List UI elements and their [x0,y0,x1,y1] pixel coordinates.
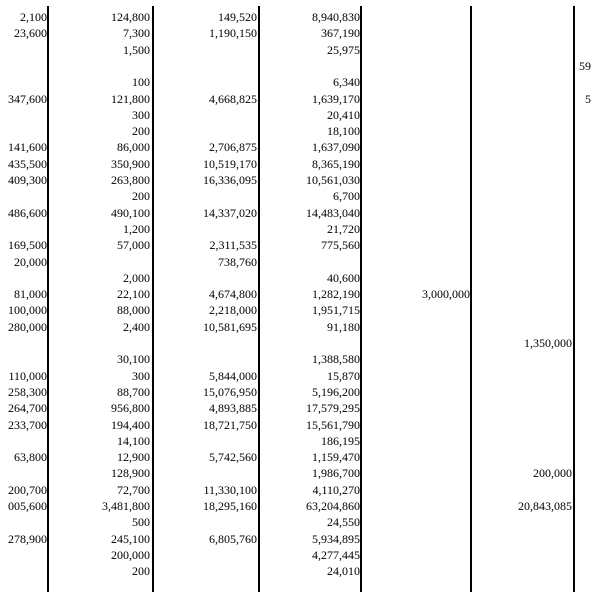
table-row [0,188,600,204]
table-cell: 18,295,160 [203,499,257,513]
table-row [0,9,600,25]
table-row [0,58,600,74]
table-row [0,498,600,514]
table-cell: 128,900 [111,466,150,481]
table-cell: 200 [132,189,150,204]
table-cell: 17,579,295 [306,401,360,416]
table-cell: 2,000 [123,270,150,285]
table-cell: 2,311,535 [209,238,257,253]
table-cell: 15,076,950 [203,384,257,399]
table-cell: 500 [132,515,150,530]
table-cell: 20,000 [14,254,47,269]
table-cell: 3,481,800 [102,499,150,513]
table-row [0,139,600,155]
table-cell: 1,190,150 [209,26,257,41]
table-cell: 24,010 [327,564,360,579]
table-row [0,563,600,579]
table-cell: 59 [579,58,591,73]
table-row [0,270,600,286]
table-row [0,449,600,465]
table-cell: 3,000,000 [422,287,470,302]
table-row [0,465,600,481]
table-cell: 264,700 [8,401,47,416]
table-cell: 4,110,270 [312,482,360,497]
table-cell: 20,410 [327,107,360,122]
table-cell: 8,365,190 [312,156,360,171]
table-cell: 350,900 [111,156,150,171]
table-cell: 775,560 [321,238,360,253]
table-cell: 2,218,000 [209,303,257,318]
table-cell: 63,800 [14,450,47,465]
table-cell: 200,000 [533,466,572,481]
table-cell: 5,934,895 [312,531,360,546]
table-cell: 347,600 [8,91,47,106]
table-cell: 1,388,580 [312,352,360,367]
table-cell: 2,400 [123,319,150,334]
table-cell: 1,986,700 [312,466,360,481]
table-cell: 72,700 [117,482,150,497]
table-cell: 956,800 [111,401,150,416]
table-cell: 194,400 [111,417,150,432]
table-cell: 81,000 [14,287,47,302]
table-row [0,335,600,351]
table-row [0,221,600,237]
table-cell: 8,940,830 [312,10,360,24]
table-cell: 22,100 [117,287,150,302]
table-cell: 258,300 [8,384,47,399]
table-cell: 1,951,715 [312,303,360,318]
table-row [0,172,600,188]
table-cell: 200 [132,124,150,139]
table-cell: 278,900 [8,531,47,546]
table-cell: 300 [132,368,150,383]
table-cell: 110,000 [8,368,47,383]
table-cell: 14,100 [117,433,150,448]
table-cell: 20,843,085 [518,499,572,513]
table-row [0,368,600,384]
table-row [0,107,600,123]
table-cell: 490,100 [111,205,150,220]
table-cell: 263,800 [111,173,150,187]
table-cell: 23,600 [14,26,47,41]
table-cell: 5,844,000 [209,368,257,383]
table-cell: 100,000 [8,303,47,318]
table-cell: 14,483,040 [306,205,360,220]
table-cell: 367,190 [321,26,360,41]
table-row [0,433,600,449]
table-cell: 2,706,875 [209,140,257,155]
table-cell: 1,500 [123,42,150,57]
table-cell: 435,500 [8,156,47,171]
table-row [0,400,600,416]
table-row [0,237,600,253]
table-cell: 16,336,095 [203,173,257,187]
table-cell: 409,300 [8,173,47,187]
table-cell: 2,100 [20,10,47,24]
table-cell: 141,600 [8,140,47,155]
table-row [0,91,600,107]
table-cell: 300 [132,107,150,122]
table-row [0,514,600,530]
table-cell: 15,870 [327,368,360,383]
table-cell: 124,800 [111,10,150,24]
table-cell: 7,300 [123,26,150,41]
table-row [0,123,600,139]
table-cell: 14,337,020 [203,205,257,220]
table-cell: 5,196,200 [312,384,360,399]
table-cell: 91,180 [327,319,360,334]
table-cell: 1,637,090 [312,140,360,155]
table-cell: 486,600 [8,205,47,220]
table-cell: 1,350,000 [524,336,572,350]
table-cell: 121,800 [111,91,150,106]
table-cell: 200,000 [111,547,150,562]
table-row [0,302,600,318]
table-cell: 4,277,445 [312,547,360,562]
table-cell: 5 [585,91,591,106]
table-cell: 200 [132,564,150,579]
table-cell: 5,742,560 [209,450,257,465]
table-row [0,254,600,270]
table-cell: 86,000 [117,140,150,155]
table-cell: 88,000 [117,303,150,318]
table-cell: 245,100 [111,531,150,546]
table-cell: 005,600 [8,499,47,513]
table-cell: 18,721,750 [203,417,257,432]
table-cell: 280,000 [8,319,47,334]
table-cell: 30,100 [117,352,150,367]
table-cell: 169,500 [8,238,47,253]
table-cell: 1,159,470 [312,450,360,465]
table-cell: 15,561,790 [306,417,360,432]
table-cell: 738,760 [218,254,257,269]
table-row [0,351,600,367]
table-cell: 18,100 [327,124,360,139]
table-row [0,482,600,498]
table-cell: 6,340 [333,75,360,90]
table-row [0,531,600,547]
table-cell: 1,282,190 [312,287,360,302]
table-cell: 10,581,695 [203,319,257,334]
table-row [0,25,600,41]
table-cell: 11,330,100 [203,482,257,497]
table-cell: 21,720 [327,221,360,236]
table-cell: 1,639,170 [312,91,360,106]
table-cell: 12,900 [117,450,150,465]
table-row [0,74,600,90]
table-cell: 6,805,760 [209,531,257,546]
table-row [0,384,600,400]
table-cell: 4,668,825 [209,91,257,106]
table-cell: 57,000 [117,238,150,253]
table-cell: 63,204,860 [306,499,360,513]
table-cell: 6,700 [333,189,360,204]
table-cell: 88,700 [117,384,150,399]
table-cell: 100 [132,75,150,90]
table-row [0,547,600,563]
table-row [0,417,600,433]
table-row [0,286,600,302]
table-cell: 10,519,170 [203,156,257,171]
table-row [0,42,600,58]
table-cell: 25,975 [327,42,360,57]
table-cell: 4,674,800 [209,287,257,302]
table-cell: 4,893,885 [209,401,257,416]
table-row [0,205,600,221]
table-cell: 200,700 [8,482,47,497]
table-cell: 40,600 [327,270,360,285]
table-cell: 149,520 [218,10,257,24]
table-row [0,156,600,172]
table-cell: 186,195 [321,433,360,448]
table-cell: 1,200 [123,221,150,236]
table-cell: 10,561,030 [306,173,360,187]
table-cell: 24,550 [327,515,360,530]
table-cell: 233,700 [8,417,47,432]
table-row [0,319,600,335]
